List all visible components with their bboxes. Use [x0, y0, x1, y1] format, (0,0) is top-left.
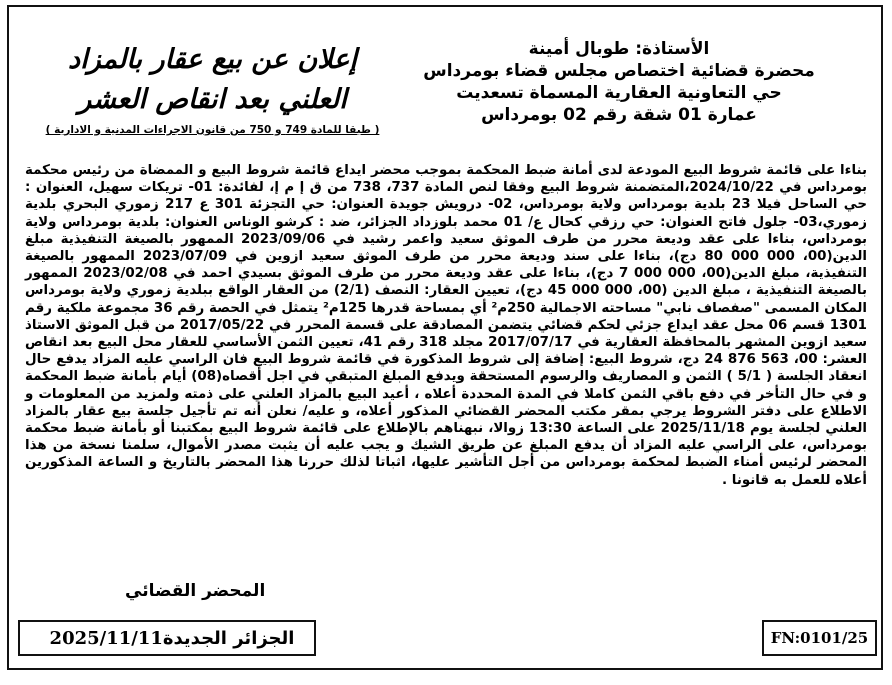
office-line: محضرة قضائية اختصاص مجلس قضاء بومرداس: [423, 61, 815, 81]
office-line: عمارة 01 شقة رقم 02 بومرداس: [481, 105, 757, 125]
notice-title-block: [30, 40, 395, 136]
signature: المحضر القضائي: [125, 581, 266, 601]
reference-box: [762, 620, 877, 656]
office-line: حي التعاونية العقارية المسماة تسعديت: [456, 83, 782, 103]
newspaper-name: الجزائر الجديدة: [162, 627, 295, 649]
bailiff-header: [384, 38, 854, 126]
publication-date: 2025/11/11: [49, 627, 163, 649]
legal-reference: ( طبقا للمادة 749 و 750 من قانون الاجراءات المدنية و الادارية ): [45, 124, 380, 136]
notice-title: العلني بعد انقاص العشر: [78, 84, 347, 115]
publication-box: [18, 620, 316, 656]
lawyer-name: الأستاذة: طوبال أمينة: [528, 39, 710, 59]
body-paragraph: بناءا على قائمة شروط البيع المودعة لدى أمانة ضبط المحكمة بموجب محضر ايداع قائمة شروط البيع و الممضاة من رئيس محكمة بومرداس في 2024/10/22،المتضمنة شروط البيع وفقا لنص المادة 737، 738 من ق إ م إ، لفائدة: 01- تريكات سهيل، العنوان : حي الساحل فيلا 23 بلدية بومرداس ولاية بومرداس، 02- درويش جويدة العنوان: حي التجزئة 301 ع 217 زموري البحري بلدية زموري،03- جلول فاتح العنوان: حي رزقي كحال ع/ 01 محمد بلوزداد الجزائر، ضد : كرشو الوناس العنوان: بلدية بومرداس ولاية بومرداس، بناءا على عقد وديعة محرر من طرف الموثق سعيد واعمر رشيد في 2023/09/06 الممهور بالصيغة التنفيذية مبلغ الدين(00، 000 000 80 دج)، بناءا على سند وديعة محرر من طرف الموثق سعيد ازوين في 2023/07/09 الممهور بالصيغة التنفيذية، مبلغ الدين(00، 000 000 7 دج)، بناءا على عقد وديعة محرر من طرف الموثق بسيدي احمد في 2023/02/08 الممهور بالصيغة التنفيذية ، مبلغ الدين (00، 000 000 45 دج)، تعيين العقار: النصف (2/1) من العقار الواقع ببلدية زموري ولاية بومرداس المكان المسمى "صفصاف نابي" مساحته الاجمالية 250م² أي بمساحة قدرها 125م² يتمثل في الحصة رقم 36 مجموعة ملكية رقم 1301 قسم 06 محل عقد ايداع جزئي لحكم قضائي يتضمن المصادقة على قسمة المحرر في 2017/05/22 من قبل الموثق الاستاذ سعيد ازوين المشهر بالمحافظة العقارية في 2017/07/17 مجلد 318 رقم 41، تعيين الثمن الأساسي للعقار محل البيع بعد انقاص العشر: 00، 563 876 24 دج، شروط البيع: إضافة إلى شروط المذكورة في قائمة شروط البيع فان الراسي عليه المزاد يدفع حال انعقاد الجلسة ( 5/1 ) الثمن و المصاريف والرسوم المستحقة ويدفع المبلغ المتبقي في اجل أقصاه(08) أيام بأمانة ضبط المحكمة و في حال التأخر في دفع باقي الثمن كاملا في المدة المحددة أعلاه ، أعيد البيع بالمزاد العلني على ذمته ولمزيد من المعلومات و الاطلاع على دفتر الشروط يرجي بمقر مكتب المحضر القضائي المذكور أعلاه، و عليه/ نعلن أنه تم تأجيل جلسة بيع عقار بالمزاد العلني لجلسة يوم 2025/11/18 على الساعة 13:30 زوالا، نبهناهم بالإطلاع على قائمة شروط البيع بمكتبنا أو بأمانة ضبط محكمة بومرداس، على الراسي عليه المزاد أن يدفع المبلغ عن طريق الشيك و يجب عليه أن يثبت مصدر الأموال، سلمنا نسخة من هذا المحضر لرئيس أمناء الضبط لمحكمة بومرداس من أجل التأشير عليها، اثباتا لذلك حررنا هذا المحضر بالتاريخ و الساعة المذكورين أعلاه للعمل به قانونا .: [25, 163, 868, 488]
notice-body: [25, 162, 867, 489]
notice-title: إعلان عن بيع عقار بالمزاد: [68, 44, 357, 75]
reference-number: FN:0101/25: [770, 629, 869, 647]
